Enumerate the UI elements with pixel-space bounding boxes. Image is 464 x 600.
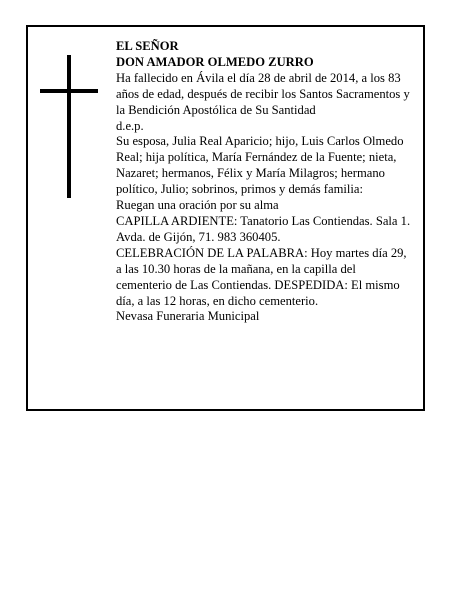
dep-line: d.e.p. [116,118,144,133]
prayer-request: Ruegan una oración por su alma [116,198,279,213]
ceremony-info: CELEBRACIÓN DE LA PALABRA: Hoy martes día 29, a las 10.30 horas de la mañana, en la capilla del cementerio de Las Contiendas. DESPEDIDA: El mismo día, a las 12 horas, en dicho cementerio. [116,245,407,308]
obituary-notice [26,25,425,411]
chapel-info: CAPILLA ARDIENTE: Tanatorio Las Contiendas. Sala 1. Avda. de Gijón, 71. 983 360405. [116,213,411,244]
cross-icon [40,55,98,198]
notice-title-line1: EL SEÑOR [116,39,179,53]
notice-text [116,39,412,325]
family-list: Su esposa, Julia Real Aparicio; hijo, Luis Carlos Olmedo Real; hija política, María Fernández de la Fuente; nieta, Nazaret; hermanos, Félix y María Milagros; hermano político, Julio; sobrinos, primos y demás familia: [116,134,404,197]
notice-title-line2: DON AMADOR OLMEDO ZURRO [116,54,314,69]
funeral-home: Nevasa Funeraria Municipal [116,309,260,324]
death-announcement: Ha fallecido en Ávila el día 28 de abril de 2014, a los 83 años de edad, después de recibir los Santos Sacramentos y la Bendición Apostólica de Su Santidad [116,70,410,117]
cross-horizontal-bar [40,89,98,93]
cross-vertical-bar [67,55,71,198]
